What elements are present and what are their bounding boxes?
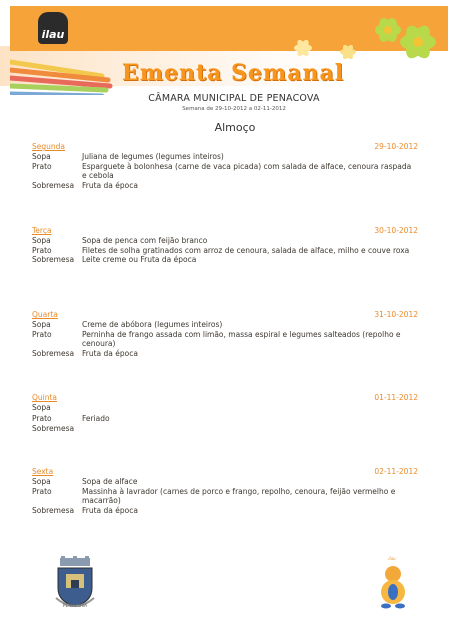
meal-heading: Almoço: [214, 121, 256, 134]
sobremesa-row: [32, 181, 418, 191]
day-section-quinta: [32, 393, 418, 434]
prato-label: Prato: [32, 486, 52, 496]
prato-value: Filetes de solha gratinados com arroz de cenoura, salada de alface, milho e couve roxa: [82, 245, 410, 255]
sobremesa-row: [32, 349, 418, 359]
day-name: Quarta: [32, 310, 58, 319]
week-range: Semana de 29-10-2012 a 02-11-2012: [182, 106, 286, 112]
day-date: 30-10-2012: [374, 226, 418, 235]
day-name: Segunda: [32, 142, 65, 151]
prato-value: Massinha à lavrador (carnes de porco e frango, repolho, cenoura, feijão vermelho e macarrão): [82, 486, 396, 505]
sopa-label: Sopa: [32, 477, 51, 486]
sopa-label: Sopa: [32, 403, 51, 412]
day-section-terca: [32, 226, 418, 265]
day-date: 01-11-2012: [374, 393, 418, 402]
sobremesa-label: Sobremesa: [32, 255, 75, 264]
sobremesa-row: [32, 255, 418, 265]
mascot-label: ilau: [388, 556, 396, 561]
sobremesa-value: Fruta da época: [82, 505, 138, 515]
sopa-value: Sopa de penca com feijão branco: [82, 236, 208, 245]
day-section-quarta: [32, 310, 418, 358]
day-date: 29-10-2012: [374, 142, 418, 151]
prato-row: [32, 330, 418, 349]
day-name: Sexta: [32, 467, 54, 476]
page-title: Ementa Semanal: [121, 60, 345, 86]
sopa-row: [32, 403, 418, 413]
crest-label: PENACOVA: [62, 604, 88, 609]
sopa-row: [32, 236, 418, 246]
day-section-sexta: [32, 467, 418, 515]
sopa-row: [32, 477, 418, 487]
day-date: 02-11-2012: [374, 467, 418, 476]
prato-row: [32, 414, 418, 424]
sobremesa-value: [82, 424, 418, 434]
sobremesa-label: Sobremesa: [32, 180, 75, 190]
prato-value: Perninha de frango assada com limão, massa espiral e legumes salteados (repolho e cenoura): [82, 329, 401, 348]
prato-label: Prato: [32, 329, 52, 339]
prato-label: Prato: [32, 161, 52, 171]
prato-value: Esparguete à bolonhesa (carne de vaca picada) com salada de alface, cenoura raspada e cebola: [82, 161, 412, 180]
sobremesa-value: Fruta da época: [82, 180, 138, 190]
sobremesa-value: Leite creme ou Fruta da época: [82, 255, 197, 264]
sopa-row: [32, 320, 418, 330]
sopa-label: Sopa: [32, 152, 51, 161]
sopa-value: [82, 403, 418, 413]
day-date: 31-10-2012: [374, 310, 418, 319]
prato-label: Prato: [32, 245, 52, 255]
sobremesa-row: [32, 506, 418, 516]
prato-value: Feriado: [82, 413, 110, 423]
sobremesa-label: Sobremesa: [32, 505, 75, 515]
sobremesa-value: Fruta da época: [82, 348, 138, 358]
day-section-segunda: [32, 142, 418, 190]
ilau-logo: [38, 12, 68, 44]
sopa-label: Sopa: [32, 320, 51, 329]
sopa-value: Juliana de legumes (legumes inteiros): [82, 152, 224, 161]
municipality-name: CÂMARA MUNICIPAL DE PENACOVA: [148, 93, 320, 104]
day-name: Quinta: [32, 393, 58, 402]
sobremesa-label: Sobremesa: [32, 424, 75, 433]
sopa-label: Sopa: [32, 236, 51, 245]
sopa-value: Creme de abóbora (legumes inteiros): [82, 320, 223, 329]
sopa-row: [32, 152, 418, 162]
mascot-icon: [376, 562, 410, 610]
sobremesa-row: [32, 424, 418, 434]
pencils-icon: [10, 48, 135, 95]
prato-row: [32, 162, 418, 181]
sobremesa-label: Sobremesa: [32, 348, 75, 358]
prato-row: [32, 487, 418, 506]
day-name: Terça: [32, 226, 52, 235]
logo-text: ilau: [41, 28, 65, 41]
prato-label: Prato: [32, 413, 52, 423]
sopa-value: Sopa de alface: [82, 477, 138, 486]
prato-row: [32, 246, 418, 256]
